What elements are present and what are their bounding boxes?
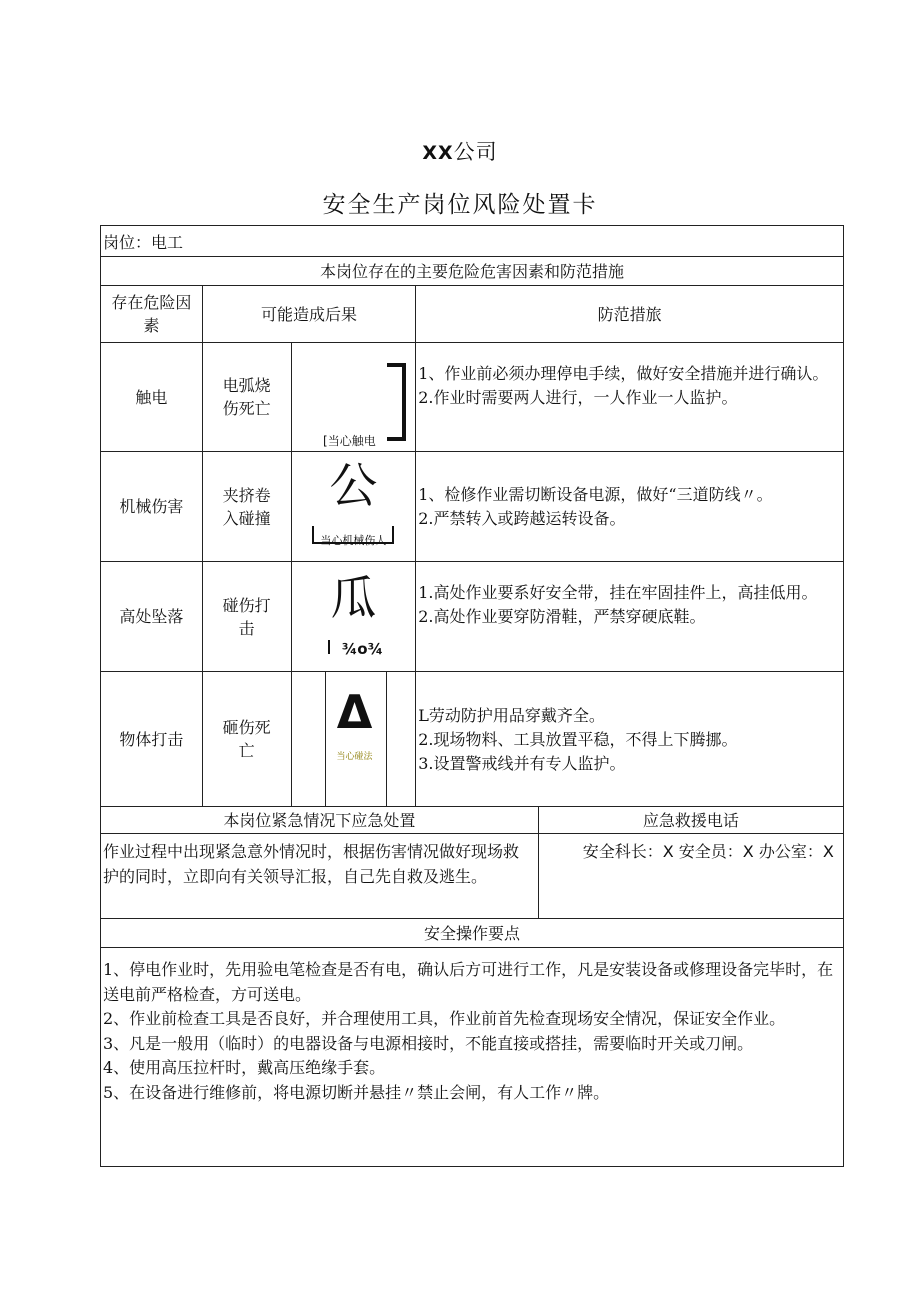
col-consequence-header: 可能造成后果 <box>203 286 416 342</box>
sign-label: [当心触电 <box>323 434 376 448</box>
hazard-consequence: 夹挤卷入碰撞 <box>203 452 292 561</box>
warning-sign <box>292 562 417 671</box>
safety-ops-body-row <box>101 948 843 1166</box>
hazard-measures <box>416 562 843 671</box>
emergency-text: 作业过程中出现紧急意外情况时，根据伤害情况做好现场救护的同时，立即向有关领导汇报，自己先自救及逃生。 <box>101 834 539 918</box>
hazard-factor: 物体打击 <box>101 672 203 806</box>
phone-list: 安全科长：X 安全员：X 办公室：X <box>582 842 834 861</box>
section-hazards-title: 本岗位存在的主要危险危害因素和防范措施 <box>319 261 624 281</box>
warning-sign <box>292 343 417 451</box>
measure-item: L劳动防护用品穿戴齐全。 <box>418 706 605 725</box>
emergency-phones <box>539 834 843 918</box>
safety-op-item: 2、作业前检查工具是否良好，并合理使用工具，作业前首先检查现场安全情况，保证安全作业。 <box>103 1009 786 1028</box>
hazard-row <box>101 562 843 672</box>
safety-ops-list <box>101 948 843 1166</box>
risk-card <box>100 225 844 1167</box>
hazard-row <box>101 452 843 562</box>
hazard-factor: 触电 <box>101 343 203 451</box>
emergency-title: 本岗位紧急情况下应急处置 <box>101 807 539 833</box>
safety-op-item: 4、使用高压拉杆时，戴高压绝缘手套。 <box>103 1058 386 1077</box>
hazard-row <box>101 343 843 452</box>
measure-item: 2.严禁转入或跨越运转设备。 <box>418 509 626 528</box>
col-hazard-header: 存在危险因素 <box>101 286 203 342</box>
safety-op-item: 5、在设备进行维修前，将电源切断并悬挂〃禁止会闸，有人工作〃牌。 <box>103 1082 610 1102</box>
hazard-row <box>101 672 843 807</box>
post-label: 岗位：电工 <box>103 233 184 252</box>
safety-op-item: 3、凡是一般用（临时）的电器设备与电源相接时，不能直接或搭挂，需要临时开关或刀闸。 <box>103 1033 754 1053</box>
falling-object-icon: Δ <box>336 685 373 739</box>
phone-title: 应急救援电话 <box>642 810 739 830</box>
safety-ops-header-row <box>101 919 843 948</box>
safety-ops-title: 安全操作要点 <box>423 923 520 943</box>
fall-hazard-icon: 瓜 <box>330 571 377 625</box>
measure-item: 1.高处作业要系好安全带，挂在牢固挂件上，高挂低用。 <box>418 583 818 602</box>
measure-item: 2.现场物料、工具放置平稳，不得上下腾挪。 <box>418 730 738 749</box>
warning-sign <box>292 672 417 806</box>
company-name <box>0 136 920 166</box>
page-title: 安全生产岗位风险处置卡 <box>322 192 598 218</box>
hazard-measures <box>416 452 843 561</box>
measure-item: 2.高处作业要穿防滑鞋，严禁穿硬底鞋。 <box>418 607 706 626</box>
sign-label: ¾o¾ <box>341 640 384 658</box>
company-prefix: XX <box>422 142 454 164</box>
measure-item: 3.设置警戒线并有专人监护。 <box>418 754 626 773</box>
safety-op-item: 1、停电作业时，先用验电笔检查是否有电，确认后方可进行工作，凡是安装设备或修理设备完毕时，在送电前严格检查，方可送电。 <box>103 960 834 1004</box>
sign-label: 当心碰法 <box>336 752 373 762</box>
measure-item: 1、作业前必须办理停电手续，做好安全措施并进行确认。 <box>418 364 829 383</box>
hazard-consequence: 砸伤死亡 <box>203 672 292 806</box>
col-measures-header: 防范措旅 <box>597 304 662 324</box>
measure-item: 1、检修作业需切断设备电源，做好“三道防线〃。 <box>418 485 773 504</box>
hazard-consequence: 电弧烧伤死亡 <box>203 343 292 451</box>
company-suffix: 公司 <box>453 140 498 164</box>
machine-hazard-icon: 公 <box>329 458 378 514</box>
hazard-consequence: 碰伤打击 <box>203 562 292 671</box>
hazard-factor: 高处坠落 <box>101 562 203 671</box>
sign-label: 当心机械伤人 <box>320 534 387 547</box>
warning-sign <box>292 452 417 561</box>
measure-item: 2.作业时需要两人进行，一人作业一人监护。 <box>418 388 738 407</box>
post-row <box>101 226 843 257</box>
emergency-body-row <box>101 834 843 919</box>
hazard-measures <box>416 672 843 806</box>
hazard-measures <box>416 343 843 451</box>
emergency-header-row <box>101 807 843 834</box>
column-header-row <box>101 286 843 343</box>
section-hazards-row <box>101 257 843 286</box>
hazard-factor: 机械伤害 <box>101 452 203 561</box>
